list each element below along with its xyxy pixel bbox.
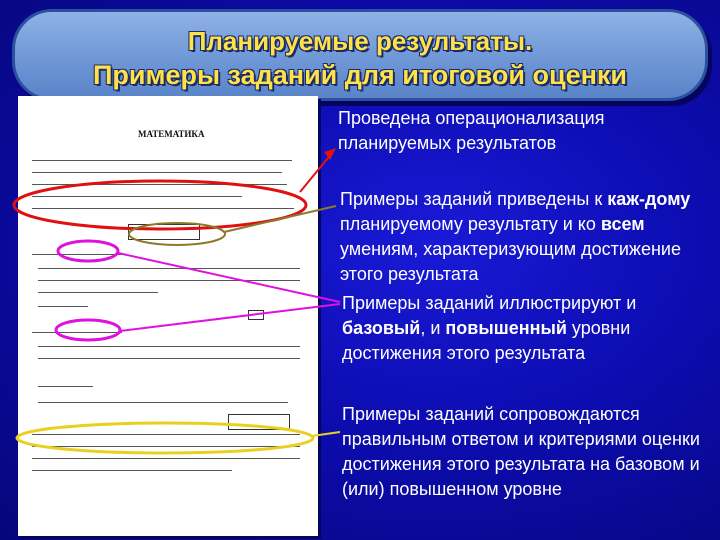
point-operationalization: Проведена операционализация планируемых результатов: [338, 108, 605, 153]
red-arrow-line: [300, 153, 332, 192]
point-2-text-e: умениям, характеризующим достижение этого результата: [340, 239, 681, 284]
point-answers-criteria: Примеры заданий сопровождаются правильным ответом и критериями оценки достижения этого результата на базовом и (или) повышенном уровне: [342, 404, 700, 499]
point-levels: [342, 291, 712, 366]
title-line-1: Планируемые результаты.: [187, 26, 533, 56]
point-3-text-e: уровни достижения этого результата: [342, 318, 631, 363]
point-2-text-c: планируемому результату и ко: [340, 214, 601, 234]
red-arrow-head: [324, 148, 336, 160]
title-line-2: Примеры заданий для итоговой оценки: [92, 60, 628, 90]
magenta-ellipse-2: [56, 320, 120, 340]
magenta-connector-1: [118, 253, 340, 302]
yellow-ellipse: [17, 423, 313, 453]
point-3-text-a: Примеры заданий иллюстрируют и: [342, 293, 637, 313]
point-3-bold-b: базовый: [342, 318, 421, 338]
olive-ellipse: [129, 223, 225, 245]
magenta-ellipse-1: [58, 241, 118, 261]
point-2-text-a: Примеры заданий приведены к: [340, 189, 608, 209]
olive-connector-line: [224, 206, 336, 232]
red-ellipse: [14, 181, 306, 229]
document-heading: МАТЕМАТИКА: [138, 129, 205, 139]
point-2-bold-d: всем: [600, 214, 645, 234]
point-2-bold-a: каж-дому: [607, 189, 691, 209]
point-3-text-c: , и: [420, 318, 446, 338]
point-examples-for-each-result: [340, 187, 710, 287]
magenta-connector-2: [120, 304, 340, 331]
point-3-bold-d: повышенный: [445, 318, 567, 338]
yellow-connector: [312, 432, 340, 436]
